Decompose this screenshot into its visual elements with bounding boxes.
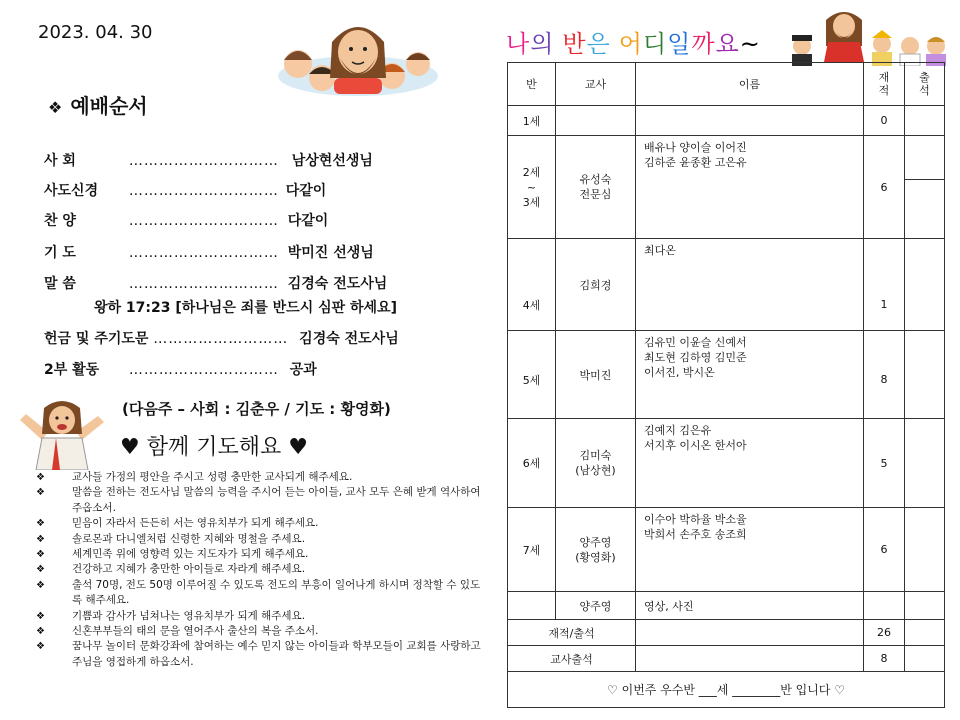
prayer-item-text: 세계민족 위에 영향력 있는 지도자가 되게 해주세요. [72,548,309,561]
title-char: 반 [562,30,587,58]
teacher-attendance-value: 8 [864,646,905,672]
jesus-with-children-illustration [270,16,445,98]
column-header-attendance: 출석 [905,63,945,106]
worship-order-title-text: 예배순서 [70,94,148,118]
leader-dots: ………………………… [128,153,279,169]
prayer-item [36,609,484,624]
enrolled-cell: 1 [864,239,905,331]
diamond-bullet-icon: ❖ [36,579,45,591]
prayer-item [36,562,484,577]
jesus-cartoon-illustration [12,400,112,470]
attendance-cell [905,419,945,508]
worship-item-label: 말 씀 [44,276,76,292]
teacher-cell: 김희경 [556,239,636,331]
names-cell [636,106,864,136]
class-cell: 5세 [508,331,556,419]
attendance-cell [905,239,945,331]
teacher-cell [556,106,636,136]
prayer-item-text: 출석 70명, 전도 50명 이루어질 수 있도록 전도의 부흥이 일어나게 하시며 정착할 수 있도록 해주세요. [72,578,481,607]
table-header-row [508,63,945,106]
worship-item-label: 사 회 [44,153,76,169]
enrolled-cell: 8 [864,331,905,419]
table-row [508,592,945,620]
prayer-item-text: 건강하고 지혜가 충만한 아이들로 자라게 해주세요. [72,563,306,576]
title-char: 요 [715,30,740,58]
prayer-item [36,547,484,562]
totals-blank [636,620,864,646]
title-char: 디 [642,30,668,58]
class-cell: 4세 [508,239,556,331]
teacher-cell: 김미숙 (남상현) [556,419,636,508]
prayer-item [36,485,484,516]
class-cell [508,592,556,620]
title-char: 어 [618,30,643,58]
prayer-item [36,624,484,639]
worship-item [44,273,387,293]
teacher-cell: 양주영 [556,592,636,620]
title-char: 의 [530,30,555,58]
attendance-cell [905,136,945,180]
title-char: ~ [739,30,761,58]
diamond-bullet-icon: ❖ [36,518,45,530]
diamond-bullet-icon: ❖ [36,472,45,483]
teacher-attendance-blank [636,646,864,672]
prayer-item [36,470,484,485]
totals-attendance [905,620,945,646]
table-row [508,331,945,419]
diamond-bullet-icon: ❖ [36,626,45,638]
bible-characters-illustration [786,6,950,66]
column-header-class: 반 [508,63,556,106]
leader-dots: ………………………… [128,183,279,199]
names-cell: 배유나 양이슬 이어진 김하준 윤종환 고은유 [636,136,864,239]
worship-item-value: 박미진 선생님 [287,245,374,261]
prayer-section-title: ♥ 함께 기도해요 ♥ [120,435,308,460]
prayer-item-text: 꿈나무 놀이터 문화강좌에 참여하는 예수 믿지 않는 아이들과 학부모들이 교회를 사랑하고 주님을 영접하게 하옵소서. [72,640,481,668]
table-row [508,239,945,331]
teacher-cell: 유성숙 전문심 [556,136,636,239]
prayer-item-text: 말씀을 전하는 전도사님 말씀의 능력을 주시어 듣는 아이들, 교사 모두 은혜 받게 역사하여 주옵소서. [72,486,481,514]
diamond-bullet-icon: ❖ [36,533,45,545]
prayer-item-text: 신혼부부들의 태의 문을 열어주사 출산의 복을 주소서. [72,625,319,638]
leader-dots: ……………………… [153,331,289,347]
totals-label: 재적/출석 [508,620,636,646]
teacher-cell: 양주영 (황영화) [556,508,636,592]
prayer-item [36,516,484,531]
best-class-row [508,672,945,708]
leader-dots: ………………………… [128,245,279,261]
prayer-item-text: 교사들 가정의 평안을 주시고 성령 충만한 교사되게 해주세요. [72,471,353,483]
teacher-attendance-row [508,646,945,672]
worship-item [44,150,373,170]
enrolled-cell: 0 [864,106,905,136]
diamond-bullet-icon: ❖ [36,610,45,622]
prayer-item-text: 솔로몬과 다니엘처럼 신령한 지혜와 명철을 주세요. [72,532,306,545]
table-row [508,508,945,592]
totals-enrolled: 26 [864,620,905,646]
worship-item [44,242,374,262]
diamond-bullet-icon: ❖ [36,641,45,653]
enrolled-cell: 6 [864,136,905,239]
worship-item-label: 2부 활동 [44,362,100,378]
totals-row [508,620,945,646]
diamond-bullet-icon: ❖ [36,549,45,561]
table-row [508,106,945,136]
class-cell: 2세 ~ 3세 [508,136,556,239]
teacher-cell: 박미진 [556,331,636,419]
worship-item-label: 찬 양 [44,213,76,229]
class-cell: 6세 [508,419,556,508]
best-class-announcement: ♡ 이번주 우수반 ___세 ________반 입니다 ♡ [508,672,945,708]
table-row [508,419,945,508]
title-char: 나 [506,30,531,58]
names-cell: 영상, 사진 [636,592,864,620]
worship-item [44,180,326,200]
bulletin-date: 2023. 04. 30 [38,22,153,43]
leader-dots: ………………………… [128,276,279,292]
next-week-roles: (다음주 – 사회 : 김춘우 / 기도 : 황영화) [122,400,391,418]
table-row [508,136,945,180]
worship-item-value: 다같이 [285,183,327,199]
column-header-teacher: 교사 [556,63,636,106]
class-section-title [506,24,761,59]
attendance-cell [905,592,945,620]
enrolled-cell [864,592,905,620]
title-char: 은 [586,30,611,58]
worship-item [44,210,328,230]
worship-item-label: 기 도 [44,245,76,261]
teacher-attendance-extra [905,646,945,672]
leader-dots: ………………………… [128,362,279,378]
diamond-bullet-icon: ❖ [36,487,45,499]
attendance-cell [905,331,945,419]
worship-item-value: 김경숙 전도사님 [299,331,399,347]
worship-item-value: 김경숙 전도사님 [287,276,388,292]
enrolled-cell: 5 [864,419,905,508]
prayer-item-text: 믿음이 자라서 든든히 서는 영유치부가 되게 해주세요. [72,517,319,530]
names-cell: 이수아 박하율 박소율 박희서 손주호 송조희 [636,508,864,592]
class-cell: 1세 [508,106,556,136]
worship-item [44,359,317,379]
leader-dots: ………………………… [128,213,279,229]
class-cell: 7세 [508,508,556,592]
names-cell: 최다온 [636,239,864,331]
sermon-scripture: 왕하 17:23 [하나님은 죄를 반드시 심판 하세요] [94,300,397,316]
worship-item-label: 헌금 및 주기도문 [44,331,149,347]
diamond-bullet-icon: ❖ [36,564,45,576]
prayer-list [36,470,484,670]
worship-item-value: 다같이 [287,213,329,229]
prayer-item-text: 기쁨과 감사가 넘쳐나는 영유치부가 되게 해주세요. [72,609,306,622]
enrolled-cell: 6 [864,508,905,592]
prayer-item [36,578,484,609]
names-cell: 김예지 김은유 서지후 이시온 한서아 [636,419,864,508]
column-header-enrolled: 재적 [864,63,905,106]
title-char: 까 [691,30,716,58]
prayer-item [36,639,484,670]
diamond-bullet-icon: ❖ [48,98,63,117]
prayer-item [36,532,484,547]
teacher-attendance-label: 교사출석 [508,646,636,672]
attendance-cell [905,180,945,239]
attendance-cell [905,508,945,592]
worship-item-label: 사도신경 [44,183,99,199]
worship-item-value: 남상현선생님 [291,153,373,169]
attendance-cell [905,106,945,136]
worship-order-title [48,90,148,119]
worship-item-value: 공과 [289,362,317,378]
column-header-names: 이름 [636,63,864,106]
title-char: 일 [667,30,692,58]
class-attendance-table [507,62,945,708]
worship-item [44,328,399,348]
names-cell: 김유민 이윤슬 신예서 최도현 김하영 김민준 이서진, 박시온 [636,331,864,419]
